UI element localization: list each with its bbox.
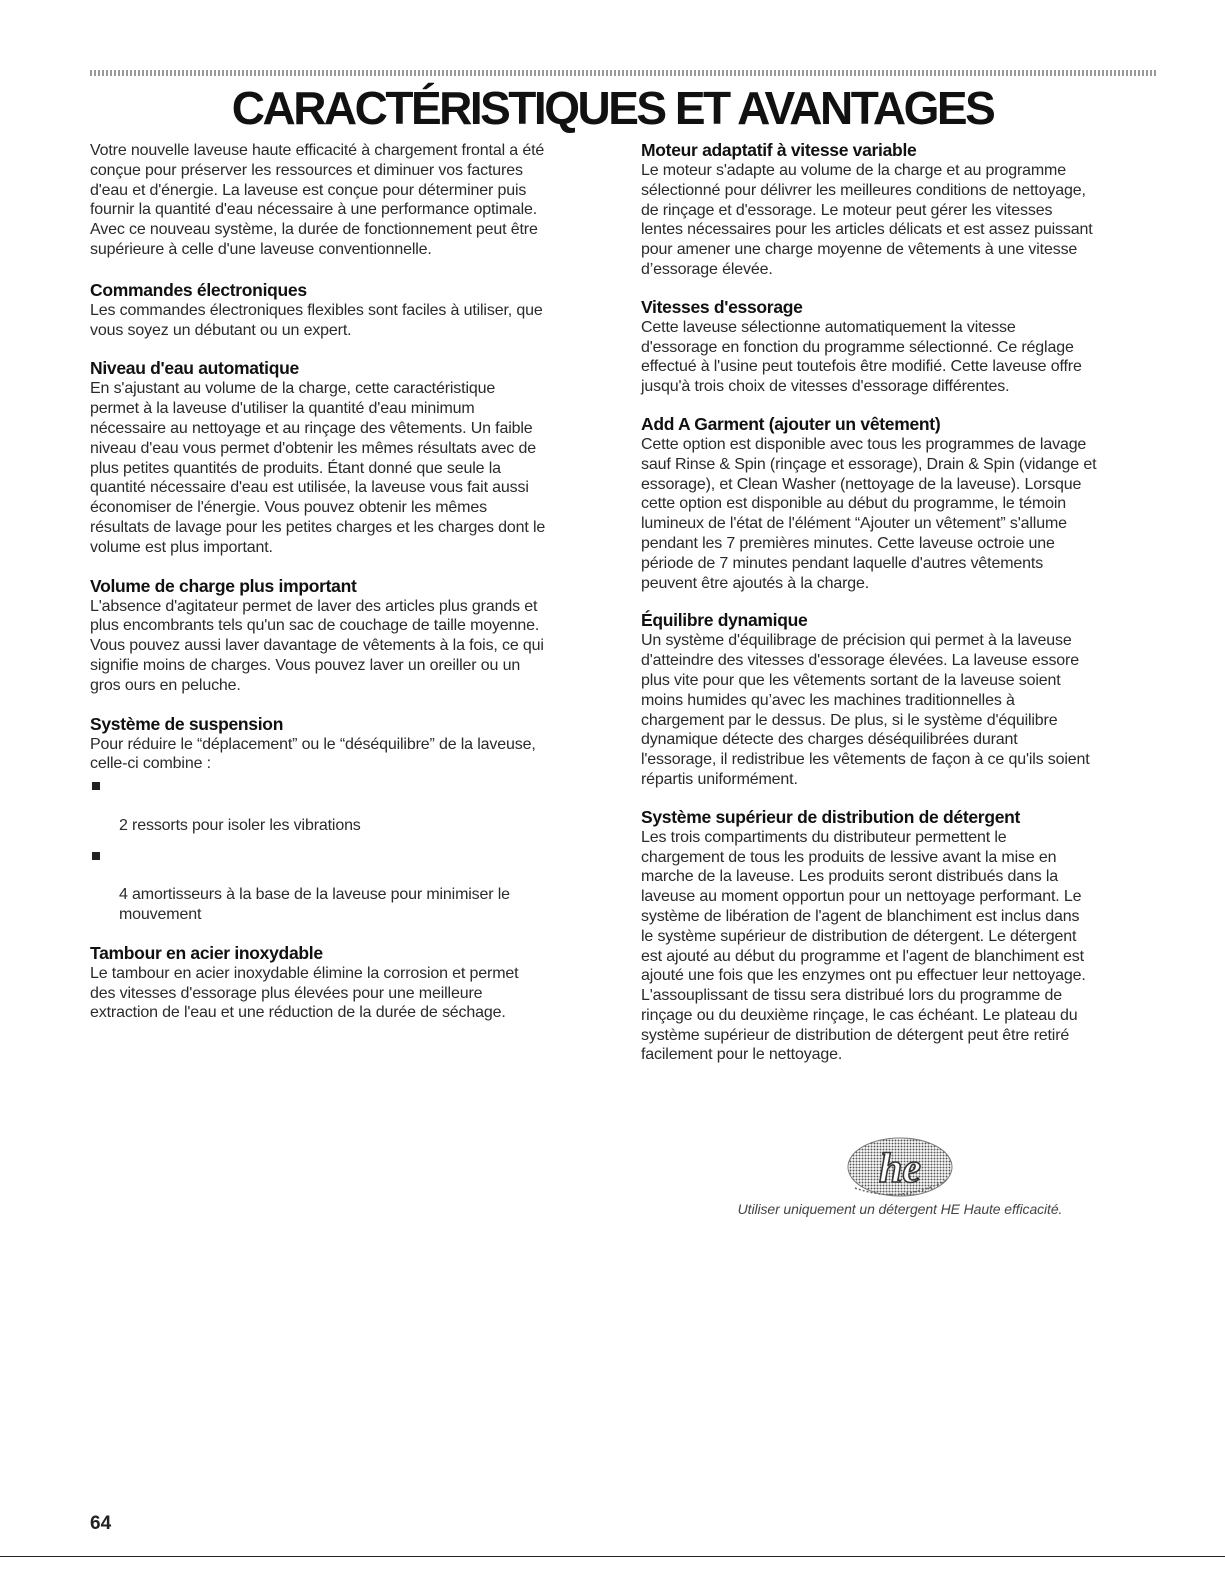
he-logo-icon <box>843 1136 957 1200</box>
section-heading: Équilibre dynamique <box>641 610 808 631</box>
section-heading: Moteur adaptatif à vitesse variable <box>641 140 917 160</box>
section-text: Un système d'équilibrage de précision qui permet à la laveuse d'atteindre des vitesses d'essorage élevées. La laveuse essore plus vite pour que les vêtements sortant de la laveuse soient moins humides qu’avec les machines traditionnelles à chargement par le dessus. De plus, si le système d'équilibre dynamique détecte des charges déséquilibrées durant l'essorage, il redistribue les vêtements de façon à ce qu'ils soient répartis uniformément. <box>641 632 1090 788</box>
list-item <box>90 846 605 925</box>
section-commandes-electroniques <box>90 279 605 341</box>
section-heading: Système supérieur de distribution de détergent <box>641 806 1021 827</box>
section-systeme-de-suspension <box>90 713 605 925</box>
page-number: 64 <box>90 1513 112 1534</box>
section-volume-de-charge <box>90 575 605 696</box>
suspension-bullet-list <box>90 776 605 925</box>
right-column <box>641 140 1159 1082</box>
top-dotted-rule <box>90 70 1158 76</box>
bullet-square-icon <box>92 852 100 860</box>
section-heading: Volume de charge plus important <box>90 575 357 596</box>
section-heading: Tambour en acier inoxydable <box>90 942 323 963</box>
section-text: Les commandes électroniques flexibles sont faciles à utiliser, que vous soyez un débutant ou un expert. <box>90 301 543 339</box>
section-moteur-adaptatif <box>641 139 1159 280</box>
section-heading: Add A Garment (ajouter un vêtement) <box>641 413 941 434</box>
bottom-rule <box>0 1556 1225 1557</box>
list-item-text: 2 ressorts pour isoler les vibrations <box>119 816 361 834</box>
section-equilibre-dynamique <box>641 609 1159 789</box>
section-text: Pour réduire le “déplacement” ou le “déséquilibre” de la laveuse, celle-ci combine : <box>90 735 536 773</box>
section-text: Cette laveuse sélectionne automatiquement la vitesse d'essorage en fonction du programme sélectionné. Ce réglage effectué à l'usine peut toutefois être modifié. Cette laveuse offre jusqu'à trois choix de vitesses d'essorage différentes. <box>641 318 1082 396</box>
intro-paragraph: Votre nouvelle laveuse haute efficacité à chargement frontal a été conçue pour préserver les ressources et diminuer vos factures d'eau et d'énergie. La laveuse est conçue pour déterminer puis fournir la quantité d'eau nécessaire à une performance optimale. Avec ce nouveau système, la durée de fonctionnement peut être supérieure à celle d'une laveuse conventionnelle. <box>90 142 545 258</box>
left-column <box>90 140 605 1040</box>
section-text: L'absence d'agitateur permet de laver des articles plus grands et plus encombrants tels qu'un sac de couchage de taille moyenne. Vous pouvez aussi laver davantage de vêtements à la fois, ce qui signifie moins de charges. Vous pouvez laver un oreiller ou un gros ours en peluche. <box>90 597 544 694</box>
bullet-square-icon <box>92 782 100 790</box>
section-heading: Vitesses d'essorage <box>641 296 803 317</box>
section-tambour-acier <box>90 942 605 1023</box>
logo-lettering: he <box>879 1146 921 1192</box>
section-vitesses-essorage <box>641 296 1159 397</box>
section-niveau-eau-automatique <box>90 357 605 557</box>
list-item-text: 4 amortisseurs à la base de la laveuse pour minimiser le mouvement <box>119 886 510 923</box>
section-heading: Commandes électroniques <box>90 279 307 300</box>
section-heading: Système de suspension <box>90 713 284 734</box>
section-text: Le moteur s'adapte au volume de la charge et au programme sélectionné pour délivrer les meilleures conditions de nettoyage, de rinçage et d'essorage. Le moteur peut gérer les vitesses lentes nécessaires pour les articles délicats et est assez puissant pour amener une charge moyenne de vêtements à une vitesse d’essorage élevée. <box>641 162 1093 278</box>
section-text: Les trois compartiments du distributeur permettent le chargement de tous les produits de lessive avant la mise en marche de la laveuse. Les produits seront distribués dans la laveuse au moment opportun pour un nettoyage performant. Le système de libération de l'agent de blanchiment est inclus dans le système supérieur de distribution de détergent. Le détergent est ajouté au début du programme et l'agent de blanchiment est ajouté une fois que les enzymes ont pu effectuer leur nettoyage. L'assouplissant de tissu sera distribué lors du programme de rinçage ou du deuxième rinçage, le cas échéant. Le plateau du système supérieur de distribution de détergent peut être retiré facilement pour le nettoyage. <box>641 828 1086 1064</box>
logo-caption: Utiliser uniquement un détergent HE Haute efficacité. <box>737 1201 1063 1217</box>
section-heading: Niveau d'eau automatique <box>90 358 299 379</box>
section-text: Cette option est disponible avec tous les programmes de lavage sauf Rinse & Spin (rinçage et essorage), Drain & Spin (vidange et essorage), et Clean Washer (nettoyage de la laveuse). Lorsque cette option est disponible au début du programme, le témoin lumineux de l'état de l'élément “Ajouter un vêtement” s'allume pendant les 7 premières minutes. Cette laveuse octroie une période de 7 minutes pendant laquelle d'autres vêtements peuvent être ajoutés à la charge. <box>641 435 1097 592</box>
section-distribution-detergent <box>641 806 1159 1066</box>
section-text: Le tambour en acier inoxydable élimine la corrosion et permet des vitesses d'essorage plus élevées pour une meilleure extraction de l'eau et une réduction de la durée de séchage. <box>90 964 519 1022</box>
section-text: En s'ajustant au volume de la charge, cette caractéristique permet à la laveuse d'utiliser la quantité d'eau minimum nécessaire au nettoyage et au rinçage des vêtements. Un faible niveau d'eau vous permet d'obtenir les mêmes résultats avec de plus petites quantités de produits. Étant donné que seule la quantité nécessaire d'eau est utilisée, la laveuse vous fait aussi économiser de l'énergie. Vous pouvez obtenir les mêmes résultats de lavage pour les petites charges et les charges dont le volume est plus important. <box>90 380 546 556</box>
section-add-a-garment <box>641 413 1159 593</box>
page-title: CARACTÉRISTIQUES ET AVANTAGES <box>231 82 994 134</box>
list-item <box>90 776 605 835</box>
